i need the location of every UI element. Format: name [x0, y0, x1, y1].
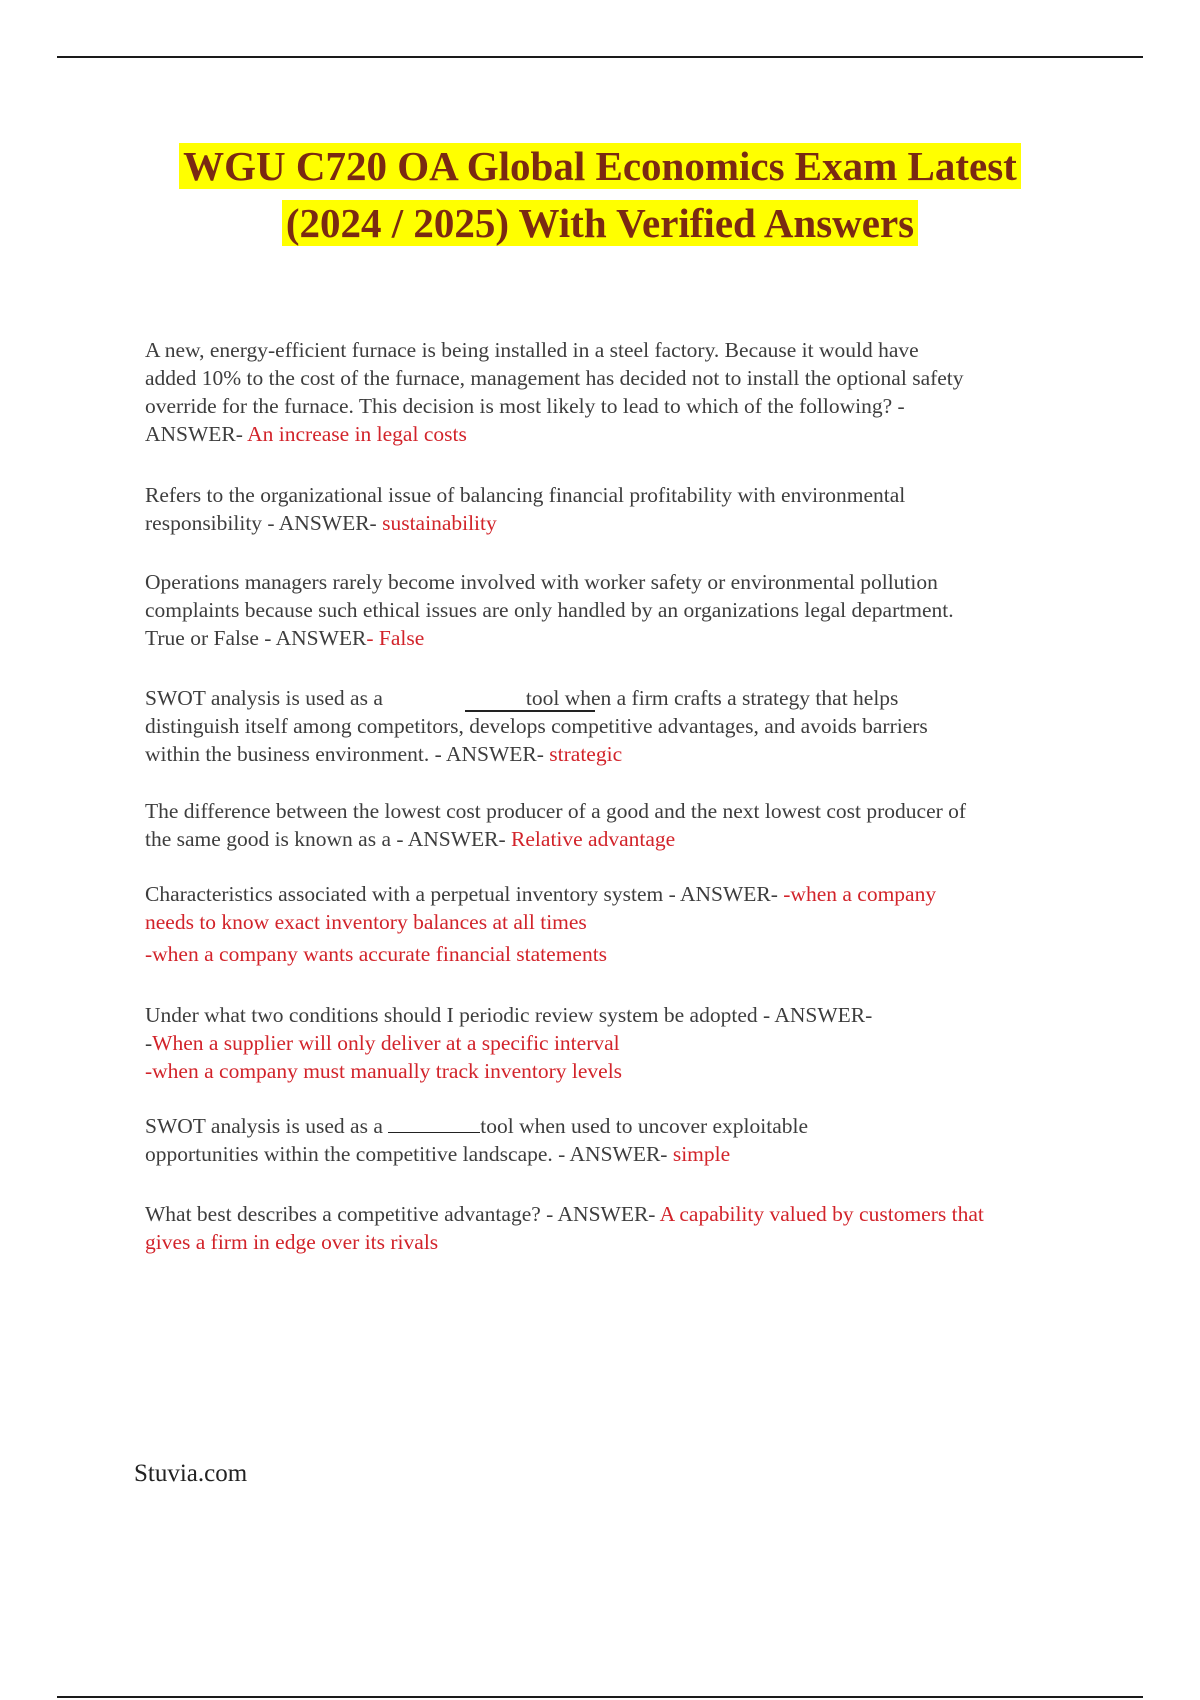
qa-item-1: [145, 336, 1095, 448]
answer-line: needs to know exact inventory balances at all times: [145, 910, 587, 934]
fill-in-blank: [465, 710, 595, 712]
top-rule: [57, 56, 1143, 58]
qa-item-8: [145, 1112, 1095, 1168]
question-line: distinguish itself among competitors, develops competitive advantages, and avoids barriers: [145, 714, 928, 738]
answer-text: When a supplier will only deliver at a specific interval: [152, 1031, 620, 1055]
bottom-rule: [57, 1696, 1143, 1698]
qa-item-9: [145, 1200, 1095, 1256]
answer-line: gives a firm in edge over its rivals: [145, 1230, 439, 1254]
answer-prefix: the same good is known as a - ANSWER-: [145, 827, 512, 851]
qa-item-4: [145, 684, 1095, 768]
answer-prefix: ANSWER-: [145, 422, 248, 446]
question-line: Under what two conditions should I periodic review system be adopted - ANSWER-: [145, 1003, 873, 1027]
document-title: [0, 138, 1200, 252]
title-line-1: WGU C720 OA Global Economics Exam Latest: [179, 143, 1021, 189]
answer-prefix: responsibility - ANSWER-: [145, 511, 383, 535]
title-line-2: (2024 / 2025) With Verified Answers: [282, 200, 918, 246]
qa-item-6: [145, 880, 1095, 968]
qa-item-3: [145, 568, 1095, 652]
footer-brand: Stuvia.com: [134, 1460, 248, 1487]
answer-line: -when a company wants accurate financial statements: [145, 942, 608, 966]
answer-text: sustainability: [382, 511, 497, 535]
answer-prefix: -: [145, 1031, 153, 1055]
question-line: The difference between the lowest cost producer of a good and the next lowest cost producer of: [145, 799, 967, 823]
answer-text: An increase in legal costs: [247, 422, 467, 446]
question-text: tool when used to uncover exploitable: [480, 1114, 809, 1138]
answer-text: A capability valued by customers that: [659, 1202, 984, 1226]
answer-text: strategic: [549, 742, 623, 766]
answer-prefix: opportunities within the competitive landscape. - ANSWER-: [145, 1142, 673, 1166]
qa-item-5: [145, 797, 1095, 853]
question-line: Operations managers rarely become involved with worker safety or environmental pollution: [145, 570, 938, 594]
question-line: complaints because such ethical issues are only handled by an organizations legal department.: [145, 598, 954, 622]
qa-item-7: [145, 1001, 1095, 1085]
question-line: override for the furnace. This decision is most likely to lead to which of the following? -: [145, 394, 905, 418]
qa-item-2: [145, 481, 1095, 537]
answer-prefix: True or False - ANSWER: [145, 626, 367, 650]
fill-in-blank: [388, 1112, 480, 1133]
answer-prefix: within the business environment. - ANSWER-: [145, 742, 550, 766]
question-line: Refers to the organizational issue of balancing financial profitability with environmental: [145, 483, 906, 507]
answer-prefix: Characteristics associated with a perpetual inventory system - ANSWER-: [145, 882, 784, 906]
answer-text: -when a company: [783, 882, 937, 906]
question-line: added 10% to the cost of the furnace, management has decided not to install the optional safety: [145, 366, 964, 390]
question-text: SWOT analysis is used as a: [145, 1114, 389, 1138]
question-text: SWOT analysis is used as a: [145, 686, 383, 710]
answer-text: simple: [672, 1142, 731, 1166]
question-line: A new, energy-efficient furnace is being installed in a steel factory. Because it would have: [145, 338, 919, 362]
answer-line: -when a company must manually track inventory levels: [145, 1059, 623, 1083]
answer-prefix: What best describes a competitive advantage? - ANSWER-: [145, 1202, 660, 1226]
answer-text: - False: [366, 626, 425, 650]
answer-text: Relative advantage: [511, 827, 676, 851]
question-text: tool when a firm crafts a strategy that helps: [525, 686, 899, 710]
